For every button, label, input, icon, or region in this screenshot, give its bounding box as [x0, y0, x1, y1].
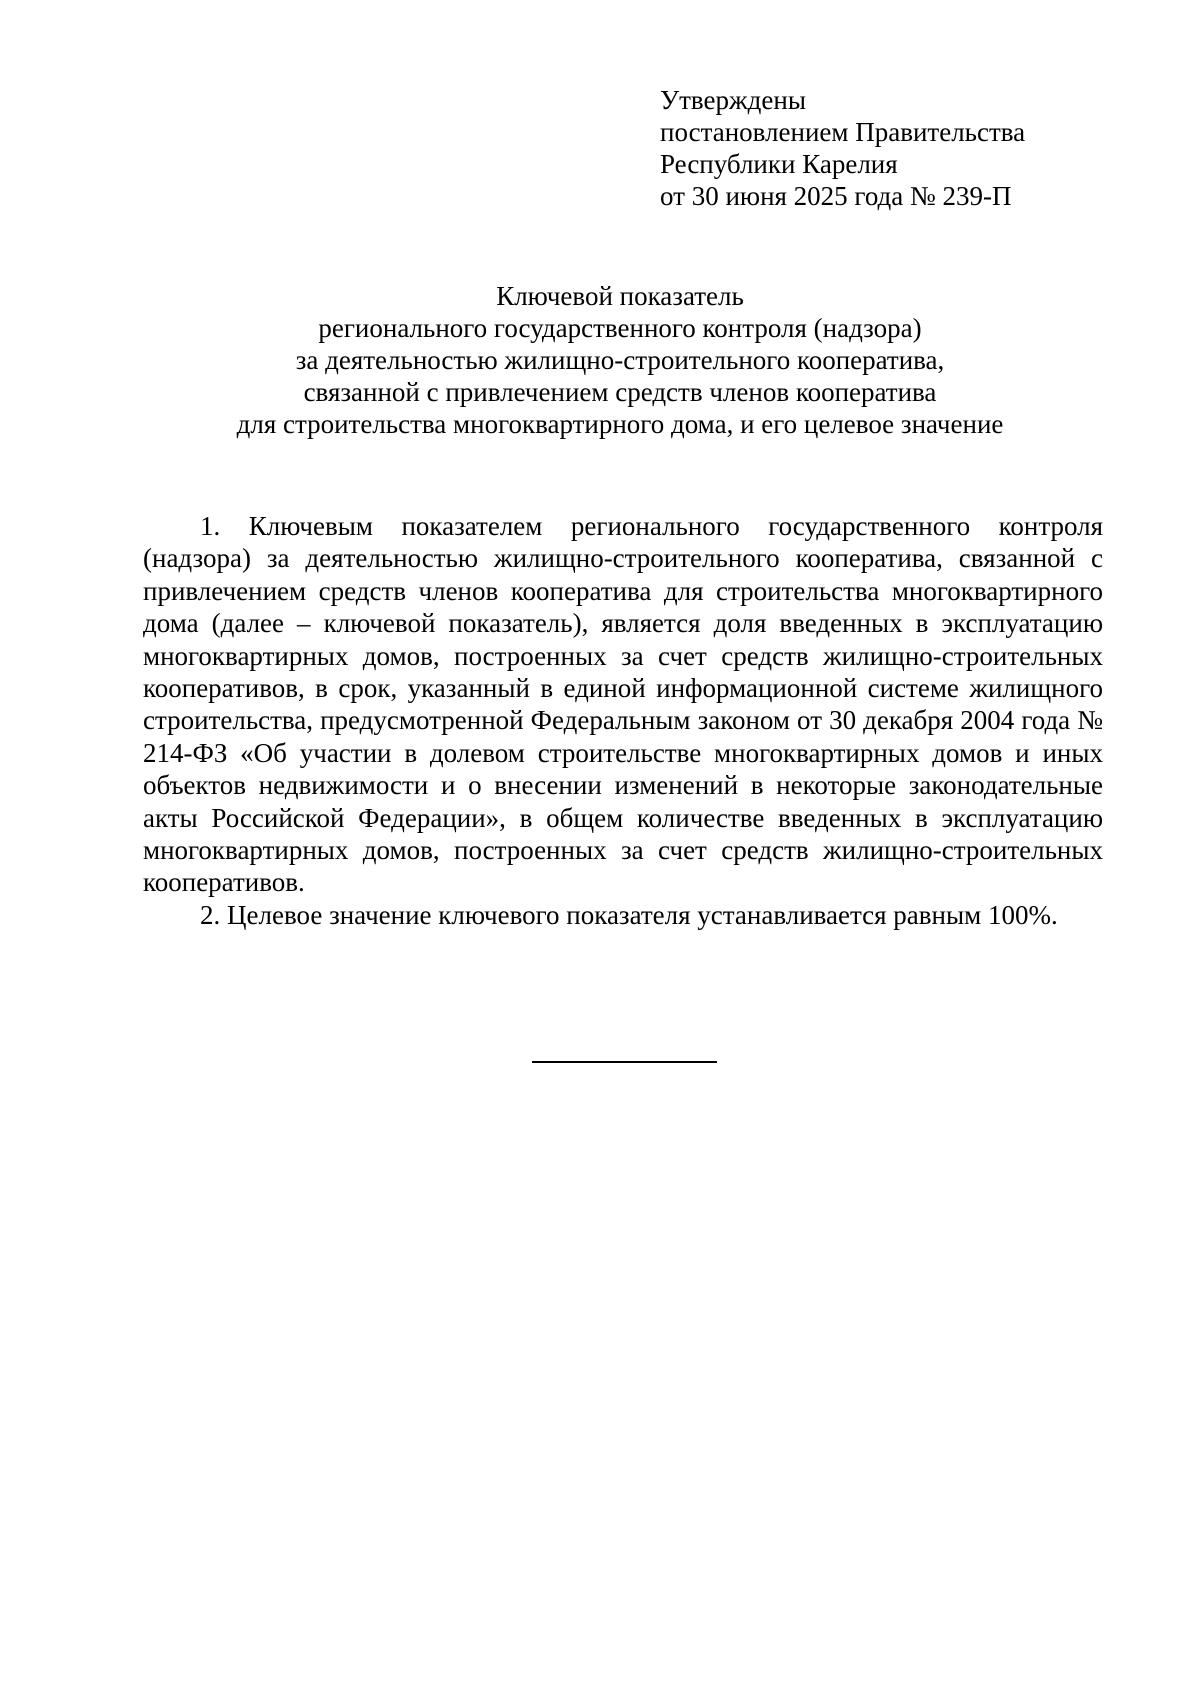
title-line: регионального государственного контроля (надзора) — [318, 313, 922, 343]
approval-block — [660, 84, 1025, 212]
document-body — [143, 510, 1103, 931]
title-line: за деятельностью жилищно-строительного кооператива, — [295, 345, 945, 375]
end-divider-line — [532, 1061, 717, 1063]
title-line: для строительства многоквартирного дома, и его целевое значение — [236, 409, 1004, 439]
title-line: Ключевой показатель — [496, 281, 744, 311]
document-title — [0, 280, 1200, 440]
approval-line: постановлением Правительства — [660, 117, 1026, 147]
approval-line: Утверждены — [660, 85, 806, 115]
paragraph-2: 2. Целевое значение ключевого показателя устанавливается равным 100%. — [200, 899, 1058, 930]
paragraph-1: 1. Ключевым показателем регионального государственного контроля (надзора) за деятельностью жилищно-строительного кооператива, связанной с привлечением средств членов кооператива для строительства многоквартирного дома (далее – ключевой показатель), является доля введенных в эксплуатацию многоквартирных домов, построенных за счет средств жилищно-строительных кооперативов, в срок, указанный в единой информационной системе жилищного строительства, предусмотренной Федеральным законом от 30 декабря 2004 года № 214-ФЗ «Об участии в долевом строительстве многоквартирных домов и иных объектов недвижимости и о внесении изменений в некоторые законодательные акты Российской Федерации», в общем количестве введенных в эксплуатацию многоквартирных домов, построенных за счет средств жилищно-строительных кооперативов. — [143, 511, 1103, 898]
approval-line: Республики Карелия — [660, 149, 898, 179]
approval-line: от 30 июня 2025 года № 239-П — [660, 181, 1012, 211]
title-line: связанной с привлечением средств членов кооператива — [303, 377, 937, 407]
